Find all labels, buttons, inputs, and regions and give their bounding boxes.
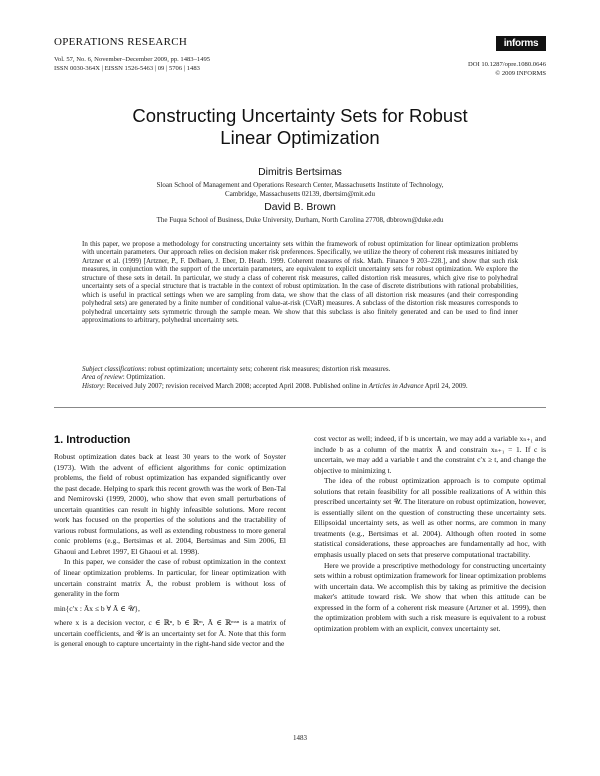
keywords-block xyxy=(82,365,518,390)
doi-line: DOI 10.1287/opre.1080.0646 xyxy=(467,61,546,68)
right-column xyxy=(314,434,546,634)
history-italic: Articles in Advance xyxy=(368,381,424,390)
title-line-1: Constructing Uncertainty Sets for Robust xyxy=(132,105,468,126)
subject-text: : robust optimization; uncertainty sets; coherent risk measures; distortion risk measures. xyxy=(144,365,391,373)
volume-line: Vol. 57, No. 6, November–December 2009, pp. 1483–1495 xyxy=(54,56,211,63)
abstract xyxy=(82,240,518,325)
left-paragraph-2: In this paper, we consider the case of robust optimization in the context of linear optimization problems. In particular, for linear optimization with uncertain constraint matrix Ã, the robust problem is without loss of generality in the form xyxy=(54,557,286,599)
right-paragraph-2: The idea of the robust optimization approach is to compute optimal solutions that retain feasibility for all possible realizations of A within this prescribed uncertainty set 𝒰. The literature on robust optimization, however, is essentially silent on the question of constructing these uncertainty sets. Ellipsoidal uncertainty sets, as well as other norms, are common in many treatments (e.g., Bertsimas et al. 2004). Although often rooted in some statistical considerations, these approaches are fundamentally ad hoc, with emphasis usually placed on sets that preserve computational tractability. xyxy=(314,476,546,560)
abstract-text: In this paper, we propose a methodology for constructing uncertainty sets within the framework of robust optimization for linear optimization problems with uncertain parameters. Our approach relies on decision maker risk preferences. Specifically, we utilize the theory of coherent risk measures initiated by Artzner et al. (1999) [Artzner, P., F. Delbaen, J. Eber, D. Heath. 1999. Coherent measures of risk. Math. Finance 9 203–228.], and show that such risk measures, in conjunction with the support of the uncertain parameters, are equivalent to explicit uncertainty sets for robust optimization. We explore the structure of these sets in detail. In particular, we study a class of coherent risk measures, called distortion risk measures, which give rise to polyhedral uncertainty sets of a special structure that is tractable in the context of robust optimization. In the case of discrete distributions with rational probabilities, which is useful in practical settings when we are sampling from data, we show that the class of all distortion risk measures (and their corresponding polyhedral sets) are generated by a finite number of conditional value-at-risk (CVaR) measures. A subclass of the distortion risk measures corresponds to polyhedral uncertainty sets symmetric through the sample mean. We show that this subclass is also finitely generated and can be used to find inner approximations to arbitrary, polyhedral uncertainty sets. xyxy=(82,240,518,325)
left-paragraph-1: Robust optimization dates back at least 30 years to the work of Soyster (1973). With the advent of efficient algorithms for conic optimization problems, the field of robust optimization has expanded significantly over the past decade. Helping to spark this recent growth was the work of Ben-Tal and Nemirovski (1999, 2000), who show that even small perturbations of uncertain quantities can result in highly infeasible solutions. More recent work has focused on the properties of the solutions and the tractability of various robust formulations, as well as extending robustness to more general conic problems (e.g., Bertsimas et al. 2004, Bertsimas and Sim 2006, El Ghaoui and Lebret 1997, El Ghaoui et al. 1998). xyxy=(54,452,286,556)
left-paragraph-3: where x is a decision vector, c ∈ ℝⁿ, b ∈ ℝᵐ, Ã ∈ ℝᵐˣⁿ is a matrix of uncertain coefficients, and 𝒰 is an uncertainty set for Ã. Note that this form is general enough to capture uncertainty in the right-hand side vector and the xyxy=(54,618,286,649)
section-heading: 1. Introduction xyxy=(54,434,131,446)
affil-1-line-1: Sloan School of Management and Operations Research Center, Massachusetts Institute of Technology, xyxy=(156,181,444,189)
title-line-2: Linear Optimization xyxy=(220,127,380,148)
history xyxy=(82,382,518,390)
area-label: Area of review xyxy=(82,373,123,382)
copyright-line: © 2009 INFORMS xyxy=(495,69,546,77)
page-number: 1483 xyxy=(293,734,307,742)
subject-label: Subject classifications xyxy=(82,365,145,373)
issn-line: ISSN 0030-364X | EISSN 1526-5463 | 09 | 5706 | 1483 xyxy=(54,65,200,72)
journal-name: OPERATIONS RESEARCH xyxy=(54,36,188,48)
equation-robust-problem: min{c′x : Ãx ≤ b ∀ Ã ∈ 𝒰}, xyxy=(54,603,140,613)
history-end: April 24, 2009. xyxy=(423,381,468,390)
section-divider xyxy=(54,407,546,408)
area-text: : Optimization. xyxy=(122,373,166,382)
author-name-2: David B. Brown xyxy=(264,202,336,213)
author-name-1: Dimitris Bertsimas xyxy=(258,167,342,178)
affil-1-line-2: Cambridge, Massachusetts 02139, dbertsim@mit.edu xyxy=(225,189,375,198)
subject-classifications xyxy=(82,365,518,373)
history-label: History xyxy=(82,381,103,390)
author-affiliation-2 xyxy=(100,216,500,225)
right-paragraph-3: Here we provide a prescriptive methodology for constructing uncertainty sets within a robust optimization framework for linear optimization problems with uncertain data. We accomplish this by taking as primitive the decision maker's attitude toward risk. We show that when this attitude can be expressed in the form of a coherent risk measure (Artzner et al. 1999), then the optimization problem with such a risk measure is equivalent to a robust optimization problem with an explicit, convex uncertainty set. xyxy=(314,560,546,633)
history-text: : Received July 2007; revision received March 2008; accepted April 2008. Published online in xyxy=(103,381,369,390)
doi-block xyxy=(468,61,546,78)
area-of-review xyxy=(82,373,518,381)
paper-title xyxy=(60,105,540,149)
right-paragraph-1: cost vector as well; indeed, if b is uncertain, we may add a variable xₙ₊₁ and include b as a column of the matrix Ã and constrain xₙ₊₁ = 1. If c is uncertain, we may add a variable t and the constraint c′x ≥ t, and change the objective to minimizing t. xyxy=(314,434,546,475)
author-affiliation-1 xyxy=(100,181,500,198)
left-column xyxy=(54,452,286,650)
informs-logo: informs xyxy=(496,36,546,51)
affil-2-line-1: The Fuqua School of Business, Duke University, Durham, North Carolina 27708, dbbrown@duke.edu xyxy=(156,216,444,224)
